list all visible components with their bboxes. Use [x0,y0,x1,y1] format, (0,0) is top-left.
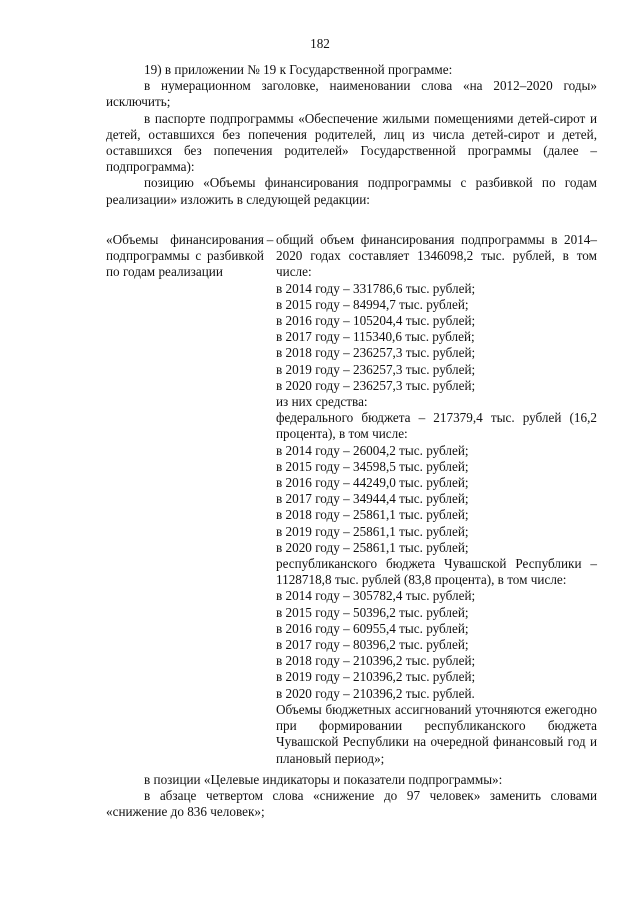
table-line: в 2018 году – 210396,2 тыс. рублей; [276,653,476,669]
table-dash: – [266,232,274,247]
table-line: в 2015 году – 50396,2 тыс. рублей; [276,604,469,620]
table-line: в 2020 году – 236257,3 тыс. рублей; [276,377,476,393]
table-line: в 2016 году – 105204,4 тыс. рублей; [276,313,476,329]
table-line: в 2017 году – 80396,2 тыс. рублей; [276,637,469,653]
table-line: республиканского бюджета Чувашской Республики – 1128718,8 тыс. рублей (83,8 процента), в том числе: [276,556,597,588]
table-line: в 2014 году – 331786,6 тыс. рублей; [276,280,476,296]
table-line: в 2014 году – 26004,2 тыс. рублей; [276,442,469,458]
paragraph: в паспорте подпрограммы «Обеспечение жилыми помещениями детей-сирот и детей, оставшихся без попечения родителей, лиц из числа детей-сирот и детей, оставшихся без попечения родителей» Государственной программы (далее – подпрограмма): [106,110,597,175]
table-line: федерального бюджета – 217379,4 тыс. рублей (16,2 процента), в том числе: [276,410,597,442]
table-line: общий объем финансирования подпрограммы в 2014–2020 годах составляет 1346098,2 тыс. рублей, в том числе: [276,232,597,280]
page-number: 182 [310,36,330,51]
table-line: в 2020 году – 210396,2 тыс. рублей. [276,685,475,701]
table-line: в 2016 году – 44249,0 тыс. рублей; [276,475,469,491]
table-line: в 2014 году – 305782,4 тыс. рублей; [276,588,476,604]
table-line: в 2015 году – 84994,7 тыс. рублей; [276,296,469,312]
table-line: в 2016 году – 60955,4 тыс. рублей; [276,620,469,636]
table-line: в 2017 году – 115340,6 тыс. рублей; [276,329,475,345]
table-line: в 2018 году – 25861,1 тыс. рублей; [276,507,469,523]
table-line: в 2020 году – 25861,1 тыс. рублей; [276,539,469,555]
table-line: из них средства: [276,394,368,410]
table-left-label: «Объемы финансирования подпрограммы с разбивкой по годам реализации [106,232,264,280]
paragraph: в нумерационном заголовке, наименовании слова «на 2012–2020 годы» исключить; [106,78,597,110]
paragraph: в абзаце четвертом слова «снижение до 97 человек» заменить словами «снижение до 836 человек»; [106,788,597,820]
table-line: в 2017 году – 34944,4 тыс. рублей; [276,491,469,507]
paragraph: в позиции «Целевые индикаторы и показатели подпрограммы»: [144,772,503,787]
table-right-content [276,232,597,767]
table-line: в 2019 году – 25861,1 тыс. рублей; [276,523,469,539]
table-line: Объемы бюджетных ассигнований уточняются ежегодно при формировании республиканского бюджета Чувашской Республики на очередной финансовый год и плановый период»; [276,701,597,766]
paragraph: 19) в приложении № 19 к Государственной программе: [144,62,453,77]
paragraph: позицию «Объемы финансирования подпрограммы с разбивкой по годам реализации» изложить в следующей редакции: [106,175,597,207]
table-line: в 2019 году – 210396,2 тыс. рублей; [276,669,476,685]
table-line: в 2018 году – 236257,3 тыс. рублей; [276,345,476,361]
after-text [106,772,597,821]
intro-text [106,62,597,208]
table-line: в 2015 году – 34598,5 тыс. рублей; [276,458,469,474]
table-line: в 2019 году – 236257,3 тыс. рублей; [276,361,476,377]
